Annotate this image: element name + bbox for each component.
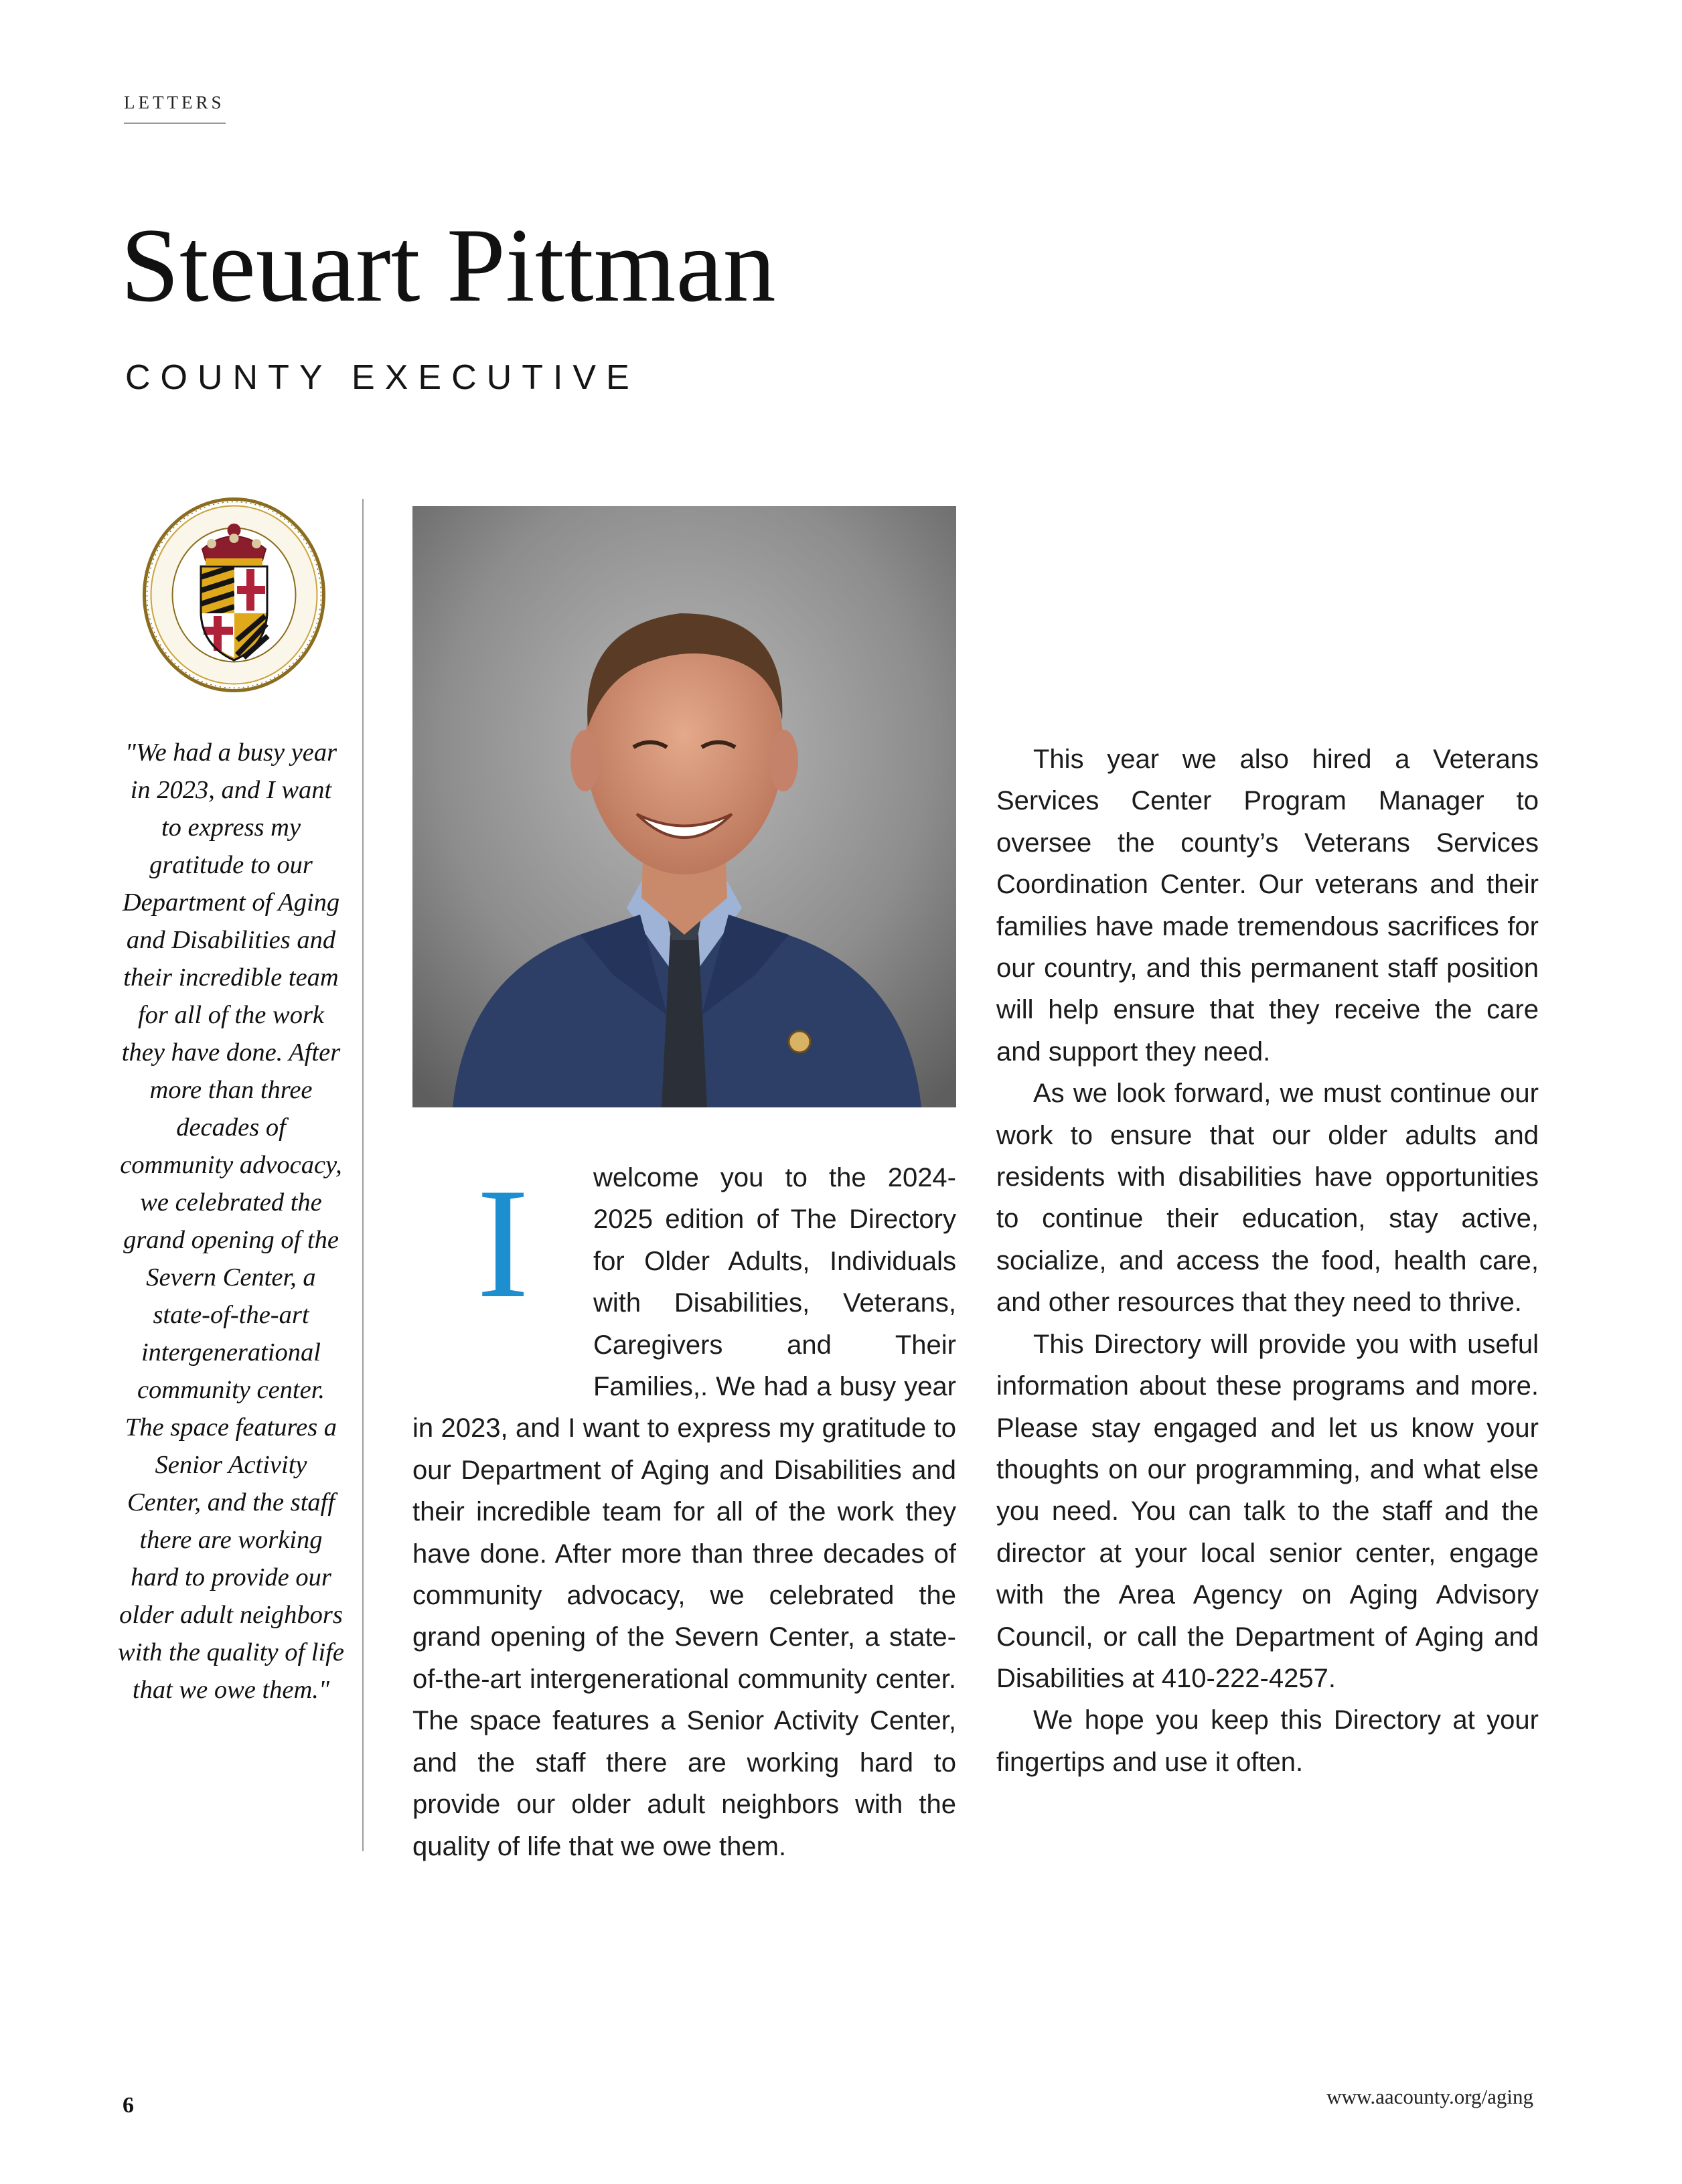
- letter-paragraph-4: This Directory will provide you with useful information about these programs and more. Please stay engaged and let us know your thoughts on our programming, and what else you need. You can talk to the staff and the director at your local senior center, engage with the Area Agency on Aging Advisory Council, or call the Department of Aging and Disabilities at 410-222-4257.: [996, 1329, 1539, 1693]
- letter-paragraph-1: [412, 1157, 956, 1867]
- page-number: 6: [123, 2093, 134, 2118]
- letter-column-right: [996, 738, 1539, 1783]
- footer-url[interactable]: www.aacounty.org/aging: [1326, 2085, 1533, 2108]
- section-label: LETTERS: [124, 92, 225, 112]
- author-name: Steuart Pittman: [121, 207, 776, 324]
- pull-quote: "We had a busy year in 2023, and I want to express my gratitude to our Department of Aging and Disabilities and their incredible team for all of the work they have done. After more than three decades of community advocacy, we celebrated the grand opening of the Severn Center, a state-of-the-art intergenerational community center. The space features a Senior Activity Center, and the staff there are working hard to provide our older adult neighbors with the quality of life that we owe them.": [118, 738, 344, 1704]
- author-role: COUNTY EXECUTIVE: [125, 358, 639, 397]
- vertical-divider: [362, 499, 364, 1851]
- letter-paragraph-3: As we look forward, we must continue our work to ensure that our older adults and residents with disabilities have opportunities to continue their education, stay active, socialize, and access the food, health care, and other resources that they need to thrive.: [996, 1079, 1539, 1318]
- drop-cap: I: [476, 1156, 530, 1331]
- portrait-photo: [412, 506, 956, 1107]
- county-seal: [142, 497, 326, 693]
- letter-paragraph-1-text: welcome you to the 2024-2025 edition of The Directory for Older Adults, Individuals with Disabilities, Veterans, Caregivers and Their Families,. We had a busy year in 2023, and I want to express my gratitude to our Department of Aging and Disabilities and their incredible team for all of the work they have done. After more than three decades of community advocacy, we celebrated the grand opening of the Severn Center, a state-of-the-art intergenerational community center. The space features a Senior Activity Center, and the staff there are working hard to provide our older adult neighbors with the quality of life that we owe them.: [412, 1163, 956, 1861]
- section-underline: [124, 123, 226, 124]
- letter-column-left: [412, 1157, 956, 1867]
- letter-paragraph-5: We hope you keep this Directory at your fingertips and use it often.: [996, 1705, 1539, 1777]
- letter-paragraph-2: This year we also hired a Veterans Services Center Program Manager to oversee the county’s Veterans Services Coordination Center. Our veterans and their families have made tremendous sacrifices for our country, and this permanent staff position will help ensure that they receive the care and support they need.: [996, 745, 1539, 1067]
